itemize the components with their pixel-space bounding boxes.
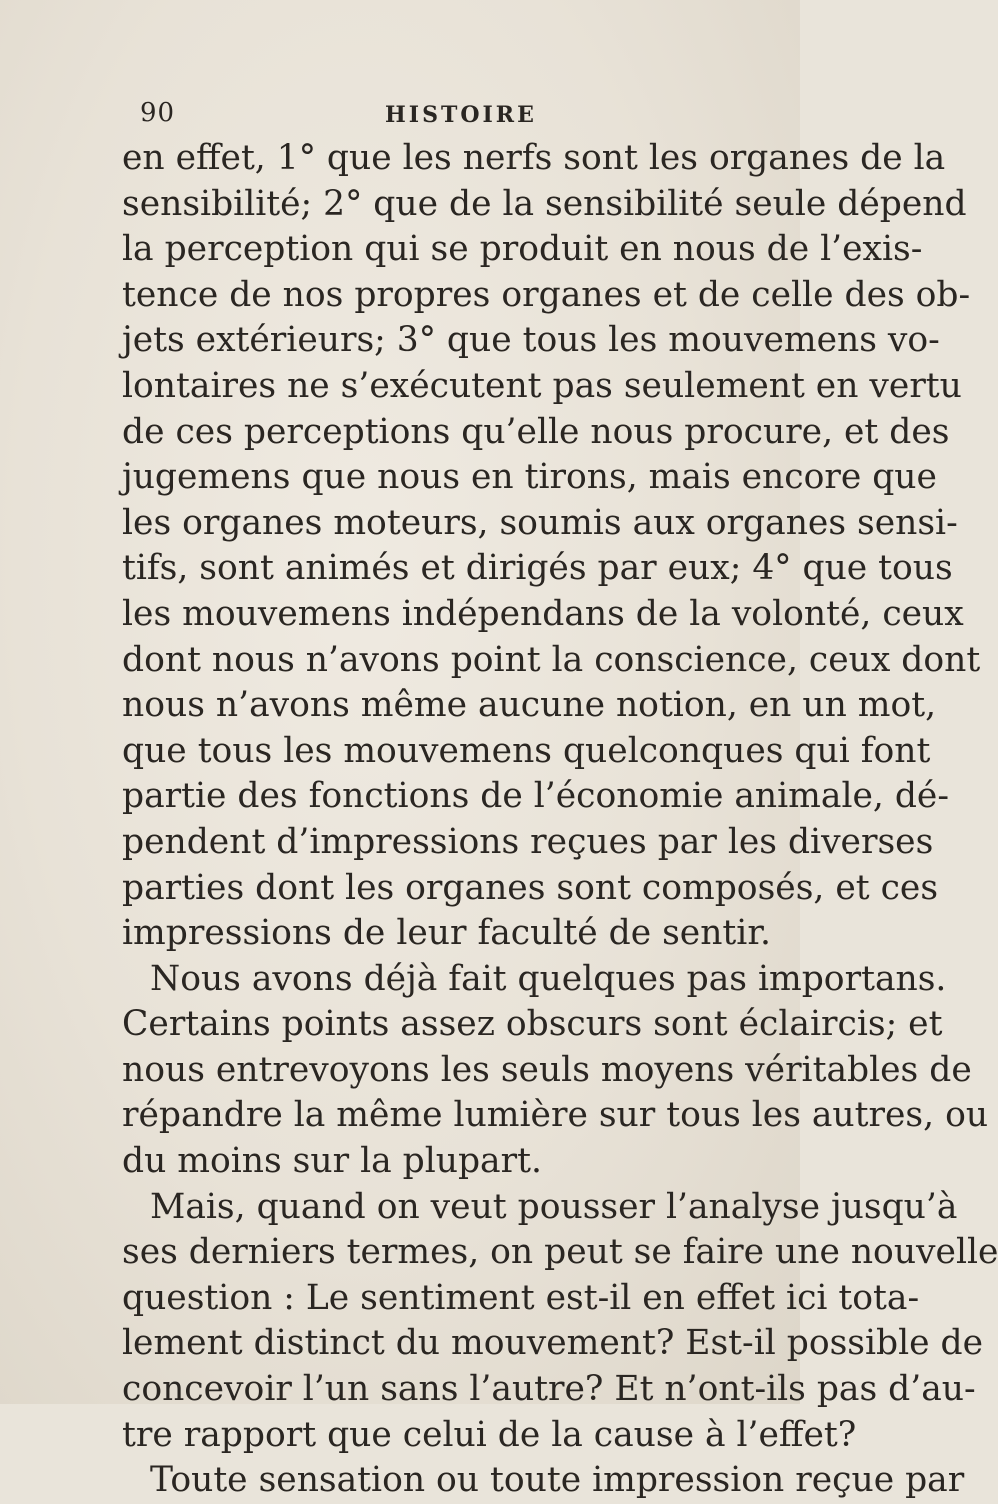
text-line: tence de nos propres organes et de celle des ob- (122, 274, 971, 315)
text-line: concevoir l’un sans l’autre? Et n’ont-ils pas d’au- (122, 1369, 976, 1410)
text-line: jets extérieurs; 3° que tous les mouvemens vo- (122, 320, 940, 361)
text-line: parties dont les organes sont composés, et ces (122, 867, 939, 908)
text-line: nous n’avons même aucune notion, en un mot, (122, 685, 937, 726)
running-title: HISTOIRE (385, 102, 537, 128)
text-line: Toute sensation ou toute impression reçue par (150, 1460, 965, 1501)
text-line: du moins sur la plupart. (122, 1141, 542, 1182)
text-line: jugemens que nous en tirons, mais encore que (122, 457, 937, 498)
text-line: les organes moteurs, soumis aux organes sensi- (122, 502, 958, 543)
text-line: question : Le sentiment est-il en effet ici tota- (122, 1277, 920, 1318)
text-line: de ces perceptions qu’elle nous procure, et des (122, 411, 950, 452)
page-number: 90 (140, 98, 176, 128)
text-line: en effet, 1° que les nerfs sont les organes de la (122, 138, 946, 178)
text-line: nous entrevoyons les seuls moyens véritables de (122, 1049, 972, 1090)
text-line: partie des fonctions de l’économie animale, dé- (122, 776, 949, 817)
text-line: que tous les mouvemens quelconques qui font (122, 730, 931, 771)
text-line: ses derniers termes, on peut se faire une nouvelle (122, 1232, 998, 1273)
text-line: sensibilité; 2° que de la sensibilité seule dépend (122, 183, 967, 224)
text-line: Mais, quand on veut pousser l’analyse jusqu’à (150, 1186, 958, 1227)
body-text (122, 136, 998, 1504)
text-line: Nous avons déjà fait quelques pas importans. (150, 958, 947, 999)
text-line: la perception qui se produit en nous de l’exis- (122, 229, 923, 270)
text-line: dont nous n’avons point la conscience, ceux dont (122, 639, 981, 680)
text-line: lement distinct du mouvement? Est-il possible de (122, 1323, 984, 1364)
text-line: Certains points assez obscurs sont éclaircis; et (122, 1004, 943, 1045)
text-line: tre rapport que celui de la cause à l’effet? (122, 1414, 857, 1455)
text-line: impressions de leur faculté de sentir. (122, 913, 771, 954)
text-line: les mouvemens indépendans de la volonté, ceux (122, 593, 964, 634)
text-line: répandre la même lumière sur tous les autres, ou (122, 1095, 989, 1136)
page-header (140, 98, 700, 132)
text-line: tifs, sont animés et dirigés par eux; 4° que tous (122, 548, 953, 589)
text-line: pendent d’impressions reçues par les diverses (122, 821, 934, 862)
text-line: lontaires ne s’exécutent pas seulement en vertu (122, 365, 962, 406)
